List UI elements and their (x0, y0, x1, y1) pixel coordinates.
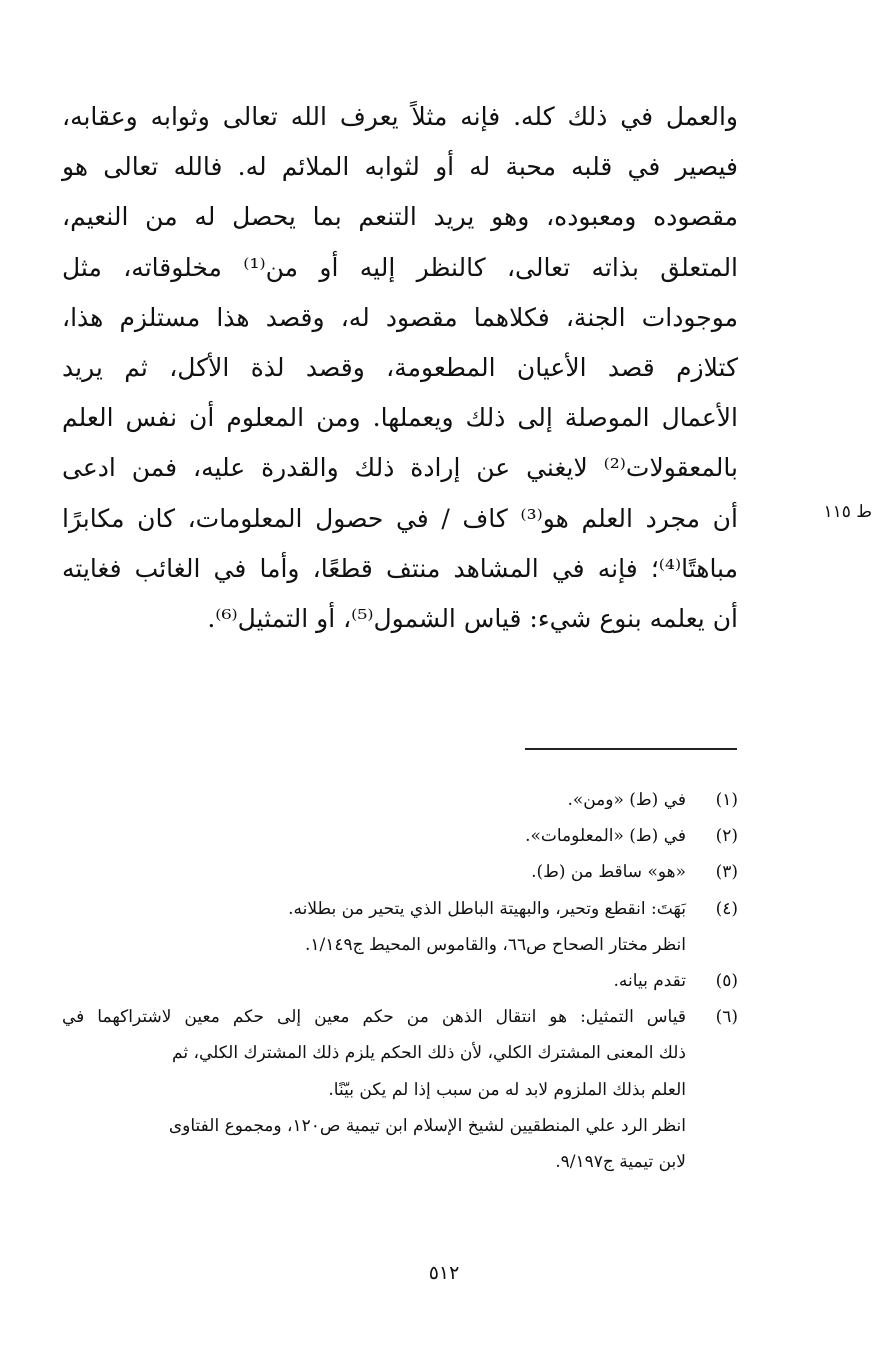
main-text-line: الأعمال الموصلة إلى ذلك ويعملها. ومن المعلوم أن نفس العلم (62, 403, 738, 433)
main-text-line: فيصير في قلبه محبة له أو لثوابه الملائم له. فالله تعالى هو (62, 152, 738, 182)
footnote-line: قياس التمثيل: هو انتقال الذهن من حكم معين إلى حكم معين لاشتراكهما في (62, 1007, 686, 1028)
footnote-number: (٥) (715, 971, 738, 992)
footnote-number: (٣) (715, 862, 738, 883)
footnote-number: (٦) (715, 1007, 738, 1028)
footnote-continuation (62, 1035, 686, 1180)
footnote-line: في (ط) «المعلومات». (525, 826, 686, 847)
main-text-line: والعمل في ذلك كله. فإنه مثلاً يعرف الله تعالى وثوابه وعقابه، (62, 102, 738, 131)
footnote-line: بَهَتَ: انقطع وتحير، والبهيتة الباطل الذي يتحير من بطلانه. (288, 898, 686, 919)
footnotes (62, 782, 742, 1180)
footnote-body (62, 782, 686, 818)
footnote-line: ذلك المعنى المشترك الكلي، لأن ذلك الحكم يلزم ذلك المشترك الكلي، ثم (172, 1043, 686, 1064)
page-number: ٥١٢ (428, 1262, 460, 1284)
footnote-item (62, 963, 742, 999)
footnote-number: (١) (715, 790, 738, 810)
footnote-separator (525, 748, 737, 750)
main-text-line: موجودات الجنة، فكلاهما مقصود له، وقصد هذا مستلزم هذا، (62, 302, 738, 332)
footnote-body (62, 891, 686, 963)
footnote-item (62, 999, 742, 1035)
footnote-item (62, 782, 742, 818)
margin-page-reference: ط ١١٥ (823, 502, 872, 522)
main-text-line: مقصوده ومعبوده، وهو يريد التنعم بما يحصل له من النعيم، (62, 202, 738, 232)
footnote-body (62, 818, 686, 854)
main-text-line: بالمعقولات⁽²⁾ لايغني عن إرادة ذلك والقدرة عليه، فمن ادعى (62, 453, 738, 483)
footnote-body (62, 963, 686, 999)
footnote-line: انظر الرد علي المنطقيين لشيخ الإسلام ابن تيمية ص١٢٠، ومجموع الفتاوى (168, 1115, 686, 1136)
footnote-line: لابن تيمية ج٩/١٩٧. (555, 1152, 686, 1173)
footnote-line: «هو» ساقط من (ط). (531, 862, 686, 883)
footnote-line: في (ط) «ومن». (567, 790, 686, 810)
main-text-line: مباهتًا⁽⁴⁾؛ فإنه في المشاهد منتف قطعًا، وأما في الغائب فغايته (62, 553, 738, 583)
footnote-line: العلم بذلك الملزوم لابد له من سبب إذا لم يكن بيّنًا. (328, 1079, 686, 1100)
main-text-line: أن يعلمه بنوع شيء: قياس الشمول⁽⁵⁾، أو التمثيل⁽⁶⁾. (207, 604, 738, 634)
footnote-body (62, 854, 686, 890)
main-text (62, 92, 738, 644)
footnote-number: (٤) (715, 898, 738, 919)
footnote-line: تقدم بيانه. (613, 971, 686, 992)
footnote-number: (٢) (715, 826, 738, 847)
footnote-item (62, 854, 742, 890)
footnote-line: انظر مختار الصحاح ص٦٦، والقاموس المحيط ج١/١٤٩. (304, 934, 686, 955)
footnote-item (62, 818, 742, 854)
main-text-line: أن مجرد العلم هو⁽³⁾ كاف / في حصول المعلومات، كان مكابرًا (62, 503, 738, 533)
footnote-item (62, 891, 742, 963)
footnote-body (62, 999, 686, 1035)
main-text-line: المتعلق بذاته تعالى، كالنظر إليه أو من⁽¹⁾ مخلوقاته، مثل (62, 252, 739, 282)
main-text-line: كتلازم قصد الأعيان المطعومة، وقصد لذة الأكل، ثم يريد (62, 353, 738, 383)
